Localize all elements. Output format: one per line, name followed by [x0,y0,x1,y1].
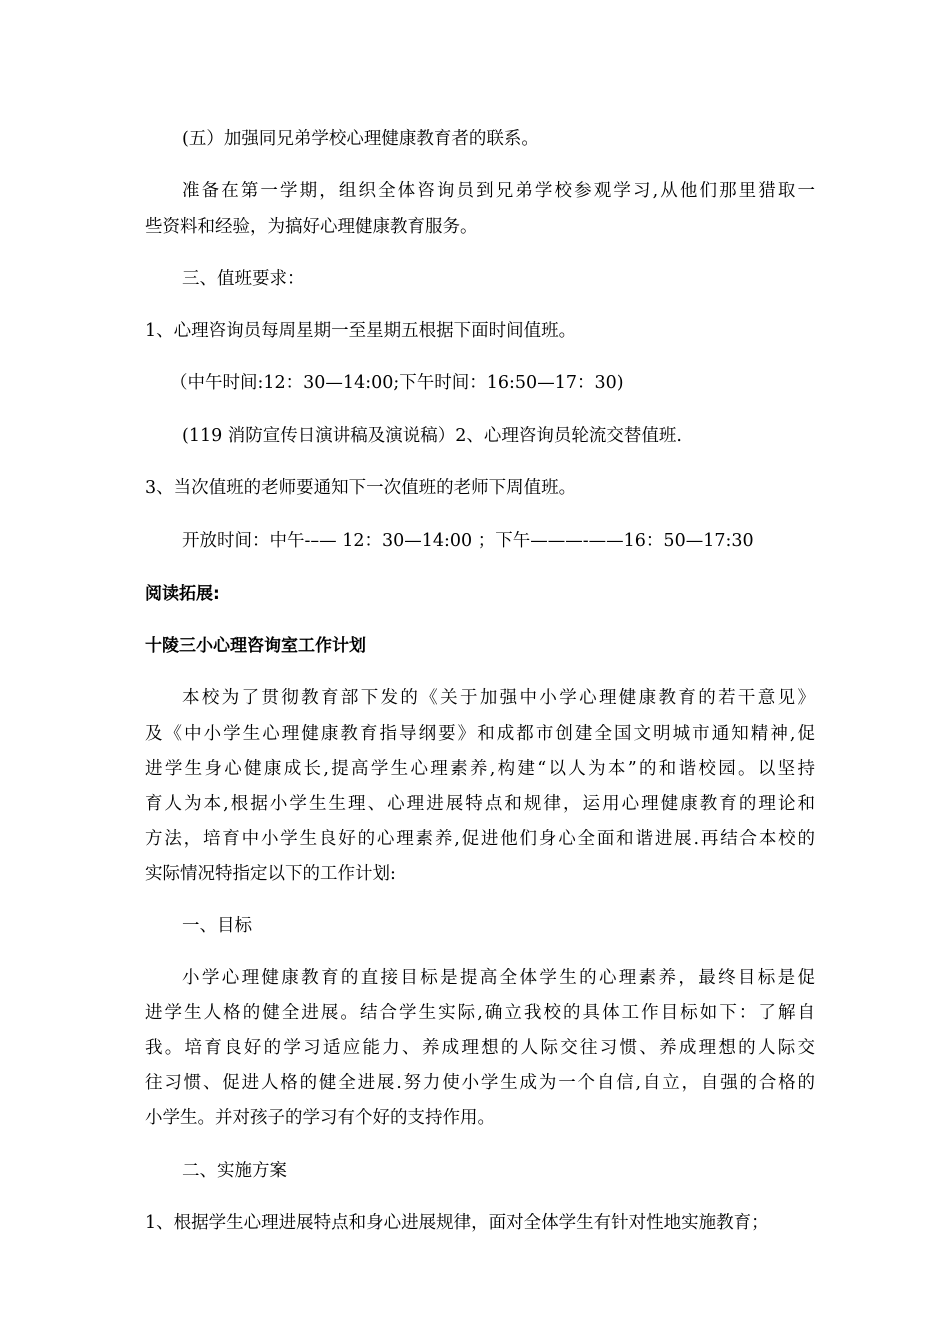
paragraph-line: 本校为了贯彻教育部下发的《关于加强中小学心理健康教育的若干意见》 [182,688,815,708]
duty-item-3: 3、当次值班的老师要通知下一次值班的老师下周值班。 [145,478,577,498]
section-five-heading: (五）加强同兄弟学校心理健康教育者的联系。 [182,129,539,149]
duty-item-1: 1、心理咨询员每周星期一至星期五根据下面时间值班。 [145,321,577,341]
duty-item-2: (119 消防宣传日演讲稿及演说稿）2、心理咨询员轮流交替值班. [182,426,682,446]
paragraph-line: 及《中小学生心理健康教育指导纲要》和成都市创建全国文明城市通知精神,促 [145,724,815,744]
plan-title: 十陵三小心理咨询室工作计划 [145,636,366,656]
paragraph-line: 我。培育良好的学习适应能力、养成理想的人际交往习惯、养成理想的人际交 [145,1038,815,1058]
paragraph-line: 些资料和经验，为搞好心理健康教育服务。 [145,217,478,237]
paragraph-line: 小学生。并对孩子的学习有个好的支持作用。 [145,1108,495,1128]
paragraph-line: 进学生身心健康成长,提高学生心理素养,构建“以人为本”的和谐校园。以坚持 [145,759,815,779]
paragraph-line: 方法，培育中小学生良好的心理素养,促进他们身心全面和谐进展.再结合本校的 [145,829,815,849]
paragraph-line: 小学心理健康教育的直接目标是提高全体学生的心理素养，最终目标是促 [182,968,815,988]
plan-item-1: 1、根据学生心理进展特点和身心进展规律，面对全体学生有针对性地实施教育； [145,1213,769,1233]
paragraph-line: 往习惯、促进人格的健全进展.努力使小学生成为一个自信,自立，自强的合格的 [145,1073,815,1093]
paragraph-line: 育人为本,根据小学生生理、心理进展特点和规律，运用心理健康教育的理论和 [145,794,815,814]
paragraph-line: 准备在第一学期，组织全体咨询员到兄弟学校参观学习,从他们那里猎取一 [182,181,815,201]
section-heading-duty: 三、值班要求： [182,269,305,289]
duty-time: （中午时间:12：30—14:00;下午时间：16:50—17：30) [170,373,624,393]
section-heading-goal: 一、目标 [182,916,252,936]
reading-extension-heading: 阅读拓展: [145,584,220,604]
section-heading-plan: 二、实施方案 [182,1161,287,1181]
opening-hours: 开放时间：中午-–— 12：30—14:00 ；下午———-——16：50—17:30 [182,531,754,551]
paragraph-line: 进学生人格的健全进展。结合学生实际,确立我校的具体工作目标如下：了解自 [145,1003,815,1023]
paragraph-line: 实际情况特指定以下的工作计划: [145,864,396,884]
